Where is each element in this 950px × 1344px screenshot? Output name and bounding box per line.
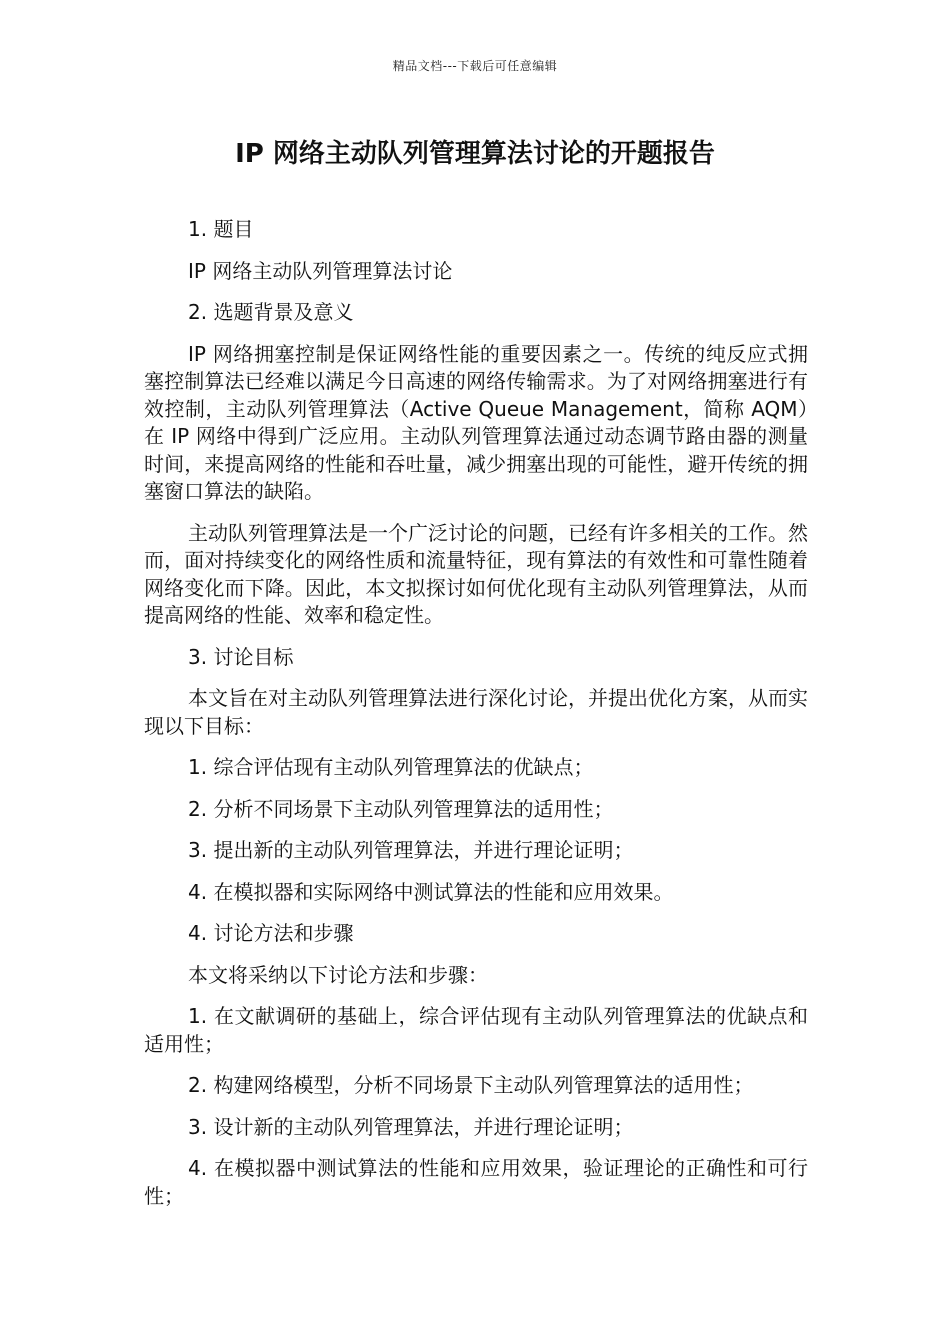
goals-intro: 本文旨在对主动队列管理算法进行深化讨论，并提出优化方案，从而实现以下目标： [144, 686, 808, 738]
background-paragraph-2: 主动队列管理算法是一个广泛讨论的问题，已经有许多相关的工作。然而，面对持续变化的网络性质和流量特征，现有算法的有效性和可靠性随着网络变化而下降。因此，本文拟探讨如何优化现有主动队列管理算法，从而提高网络的性能、效率和稳定性。 [144, 520, 808, 627]
section-heading-methods: 4. 讨论方法和步骤 [188, 921, 354, 945]
method-step-3: 3. 设计新的主动队列管理算法，并进行理论证明； [188, 1114, 634, 1139]
section-heading-background: 2. 选题背景及意义 [188, 300, 354, 324]
goal-item-3: 3. 提出新的主动队列管理算法，并进行理论证明； [188, 838, 634, 862]
method-step-2: 2. 构建网络模型，分析不同场景下主动队列管理算法的适用性； [188, 1073, 754, 1097]
goal-item-2: 2. 分析不同场景下主动队列管理算法的适用性； [188, 796, 614, 821]
methods-intro: 本文将采纳以下讨论方法和步骤： [188, 962, 488, 987]
background-paragraph-1: IP 网络拥塞控制是保证网络性能的重要因素之一。传统的纯反应式拥塞控制算法已经难以满足今日高速的网络传输需求。为了对网络拥塞进行有效控制，主动队列管理算法（Active Queue Management，简称 AQM）在 IP 网络中得到广泛应用。主动队列管理算法通过动态调节路由器的测量时间，来提高网络的性能和吞吐量，减少拥塞出现的可能性，避开传统的拥塞窗口算法的缺陷。 [144, 341, 808, 503]
section-heading-goals: 3. 讨论目标 [188, 644, 294, 669]
goal-item-1: 1. 综合评估现有主动队列管理算法的优缺点； [188, 755, 594, 779]
method-step-4: 4. 在模拟器中测试算法的性能和应用效果，验证理论的正确性和可行性； [144, 1156, 808, 1208]
document-body [144, 216, 808, 1224]
goal-item-4: 4. 在模拟器和实际网络中测试算法的性能和应用效果。 [188, 879, 674, 904]
document-title: IP 网络主动队列管理算法讨论的开题报告 [235, 139, 715, 169]
method-step-1: 1. 在文献调研的基础上，综合评估现有主动队列管理算法的优缺点和适用性； [144, 1004, 808, 1056]
topic-text: IP 网络主动队列管理算法讨论 [188, 258, 453, 283]
section-heading-topic: 1. 题目 [188, 217, 254, 241]
header-note: 精品文档---下载后可任意编辑 [392, 59, 558, 73]
